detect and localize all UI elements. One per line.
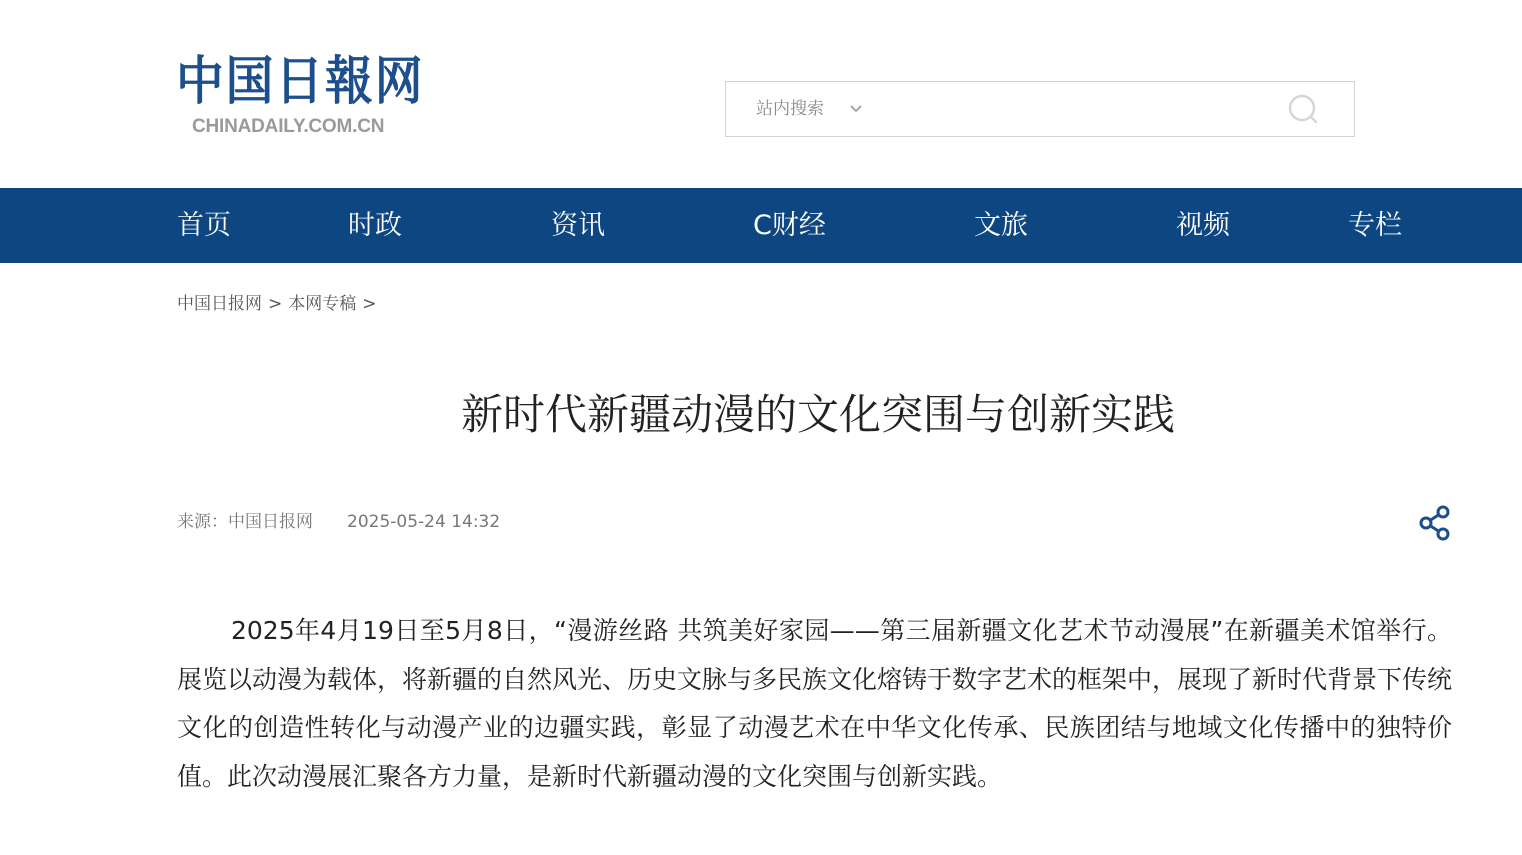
site-header — [0, 0, 1522, 188]
search-input[interactable] — [876, 90, 1266, 128]
logo-english-text: CHINADAILY.COM.CN — [192, 116, 385, 137]
nav-item-politics[interactable]: 时政 — [348, 210, 402, 241]
nav-item-home[interactable]: 首页 — [177, 210, 231, 241]
article-source: 来源：中国日报网 — [177, 512, 313, 532]
breadcrumb-separator: > — [268, 294, 283, 314]
nav-item-finance[interactable]: C财经 — [753, 210, 826, 241]
article-date: 2025-05-24 14:32 — [347, 512, 501, 532]
nav-item-columns[interactable]: 专栏 — [1348, 210, 1402, 241]
nav-item-video[interactable]: 视频 — [1176, 210, 1230, 241]
logo-chinese-text: 中国日報网 — [176, 51, 425, 112]
chevron-down-icon[interactable] — [848, 99, 864, 119]
article-title: 新时代新疆动漫的文化突围与创新实践 — [460, 390, 1175, 439]
site-logo[interactable] — [176, 50, 428, 142]
breadcrumb — [177, 292, 383, 316]
article-body: 2025年4月19日至5月8日，“漫游丝路 共筑美好家园——第三届新疆文化艺术节动漫展”在新疆美术馆举行。展览以动漫为载体，将新疆的自然风光、历史文脉与多民族文化熔铸于数字艺术的框架中，展现了新时代背景下传统文化的创造性转化与动漫产业的边疆实践，彰显了动漫艺术在中华文化传承、民族团结与地域文化传播中的独特价值。此次动漫展汇聚各方力量，是新时代新疆动漫的文化突围与创新实践。 — [177, 616, 1453, 791]
breadcrumb-separator: > — [362, 294, 377, 314]
share-icon[interactable] — [1417, 504, 1453, 542]
search-box — [725, 81, 1355, 137]
main-nav — [0, 188, 1522, 263]
nav-item-culture-travel[interactable]: 文旅 — [974, 210, 1028, 241]
breadcrumb-home-link[interactable]: 中国日报网 — [177, 294, 262, 314]
nav-item-news[interactable]: 资讯 — [551, 210, 605, 241]
search-icon[interactable] — [1286, 92, 1320, 126]
article-meta — [177, 510, 500, 534]
search-scope-select[interactable]: 站内搜索 — [756, 99, 824, 119]
breadcrumb-section-link[interactable]: 本网专稿 — [288, 294, 357, 314]
